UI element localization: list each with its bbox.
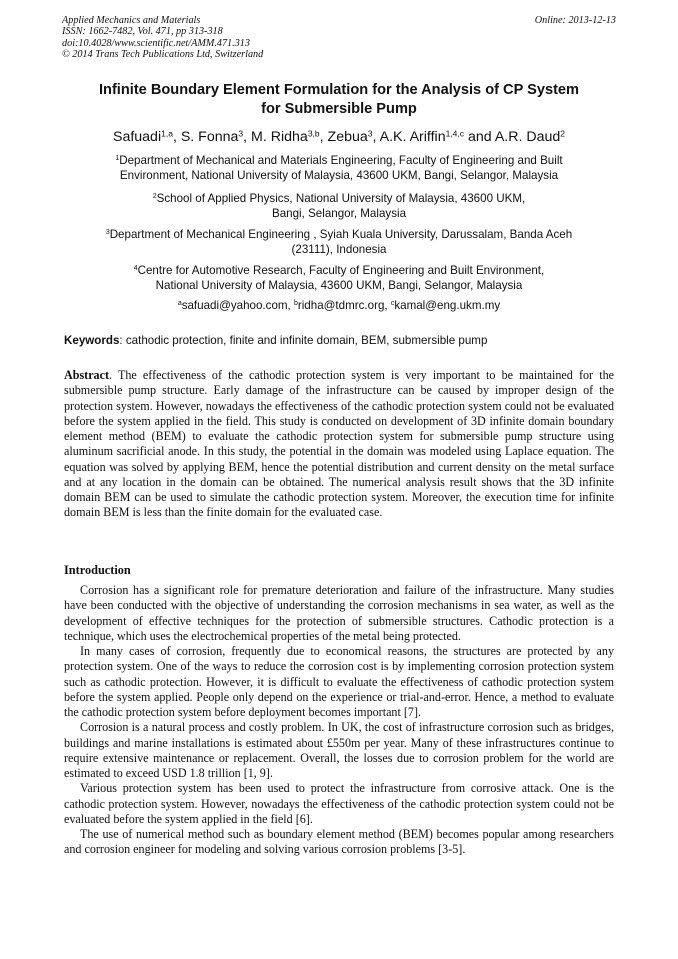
author-emails: $^a$safuadi@yahoo.com, $^b$ridha@tdmrc.org, $^c$kamal@eng.ukm.my (177, 299, 501, 312)
journal-name: Applied Mechanics and Materials (62, 15, 201, 26)
author: A.R. Daud$^2$ (494, 128, 565, 145)
keywords-label: Keywords (64, 334, 120, 347)
email-link[interactable]: kamal@eng.ukm.my (394, 299, 501, 312)
online-date: Online: 2013-12-13 (534, 15, 616, 26)
keywords (64, 334, 618, 348)
abstract (64, 368, 614, 521)
journal-doi: doi:10.4028/www.scientific.net/AMM.471.313 (62, 37, 250, 49)
intro-paragraph: The use of numerical method such as boundary element method (BEM) becomes popular among researchers and corrosion engineer for modeling and solving various corrosion problems [3-5]. (64, 827, 614, 857)
keywords-text: : cathodic protection, finite and infinite domain, BEM, submersible pump (119, 334, 488, 347)
intro-paragraph: Corrosion is a natural process and costly problem. In UK, the cost of infrastructure corrosion such as bridges, buildings and marine installations is estimated about £550m per year. Many of these infrastructures continue to require extensive maintenance or replacement. Overall, the losses due to corrosion problem for the world are estimated to exceed USD 1.8 trillion [1, 9]. (64, 720, 614, 780)
author-list (62, 128, 616, 146)
affiliation-4: $^4$Centre for Automotive Research, Faculty of Engineering and Built Environment, National University of Malaysia, 43600 UKM, Bangi, Selangor, Malaysia (133, 264, 545, 292)
author: S. Fonna$^3$, (180, 128, 252, 145)
author: A.K. Ariffin$^{1,4,c}$ and (379, 128, 495, 145)
intro-paragraph: Corrosion has a significant role for premature deterioration and failure of the infrastructure. Many studies have been conducted with the objective of understanding the corrosion mechanisms in sea water, as well as the development of effective techniques for the protection of submersible structures. Cathodic protection is a technique, which uses the electrochemical properties of the metal being protected. (64, 583, 614, 643)
title-line-1: Infinite Boundary Element Formulation for the Analysis of CP System (98, 82, 580, 98)
introduction-body (64, 583, 614, 858)
intro-paragraph: In many cases of corrosion, frequently due to economical reasons, the structures are protected by any protection system. One of the ways to reduce the corrosion cost is by implementing corrosion protection system such as cathodic protection. However, it is difficult to evaluate the effectiveness of cathodic protection system before the system applied. People only depend on the experience or trial-and-error. Hence, a method to evaluate the cathodic protection system before deployment becomes important [7]. (64, 644, 614, 719)
affiliation-1: $^1$Department of Mechanical and Materials Engineering, Faculty of Engineering and Built Environment, National University of Malaysia, 43600 UKM, Bangi, Selangor, Malaysia (115, 154, 563, 182)
author: Zebua$^3$, (327, 128, 380, 145)
abstract-label: Abstract (64, 368, 110, 382)
author: M. Ridha$^{3,b}$, (251, 128, 328, 145)
email-link[interactable]: ridha@tdmrc.org, (297, 299, 391, 312)
email-link[interactable]: safuadi@yahoo.com, (181, 299, 294, 312)
journal-issn: ISSN: 1662-7482, Vol. 471, pp 313-318 (62, 26, 223, 38)
journal-header (62, 15, 616, 60)
intro-paragraph: Various protection system has been used to protect the infrastructure from corrosive attack. One is the cathodic protection system. However, nowadays the effectiveness of the cathodic protection system could not be evaluated before the system applied in the field [6]. (64, 781, 614, 826)
section-heading-introduction: Introduction (64, 563, 131, 577)
abstract-text: . The effectiveness of the cathodic protection system is very important to be maintained for the submersible pump structure. Early damage of the infrastructure can be caused by improper design of the protection system. However, nowadays the effectiveness of the cathodic protection system could not be evaluated before the system applied in the field. This study is conducted on development of 3D infinite domain boundary element method (BEM) to evaluate the cathodic protection system for submersible pump structure using aluminum sacrificial anode. In this study, the potential in the domain was modeled using Laplace equation. The equation was solved by applying BEM, hence the potential distribution and current density on the metal surface and at any location in the domain can be obtained. The numerical analysis result shows that the 3D infinite domain BEM can be used to simulate the cathodic protection system. Moreover, the execution time for infinite domain BEM is less than the finite domain for the evaluated case. (64, 368, 614, 520)
paper-title (62, 81, 616, 119)
author: Safuadi$^{1,a}$, (112, 128, 181, 145)
journal-copyright: © 2014 Trans Tech Publications Ltd, Switzerland (62, 48, 264, 60)
affiliation-2: $^2$School of Applied Physics, National University of Malaysia, 43600 UKM, Bangi, Selangor, Malaysia (152, 192, 526, 220)
affiliation-3: $^3$Department of Mechanical Engineering , Syiah Kuala University, Darussalam, Banda Aceh (23111), Indonesia (105, 228, 573, 256)
title-line-2: for Submersible Pump (261, 101, 417, 117)
